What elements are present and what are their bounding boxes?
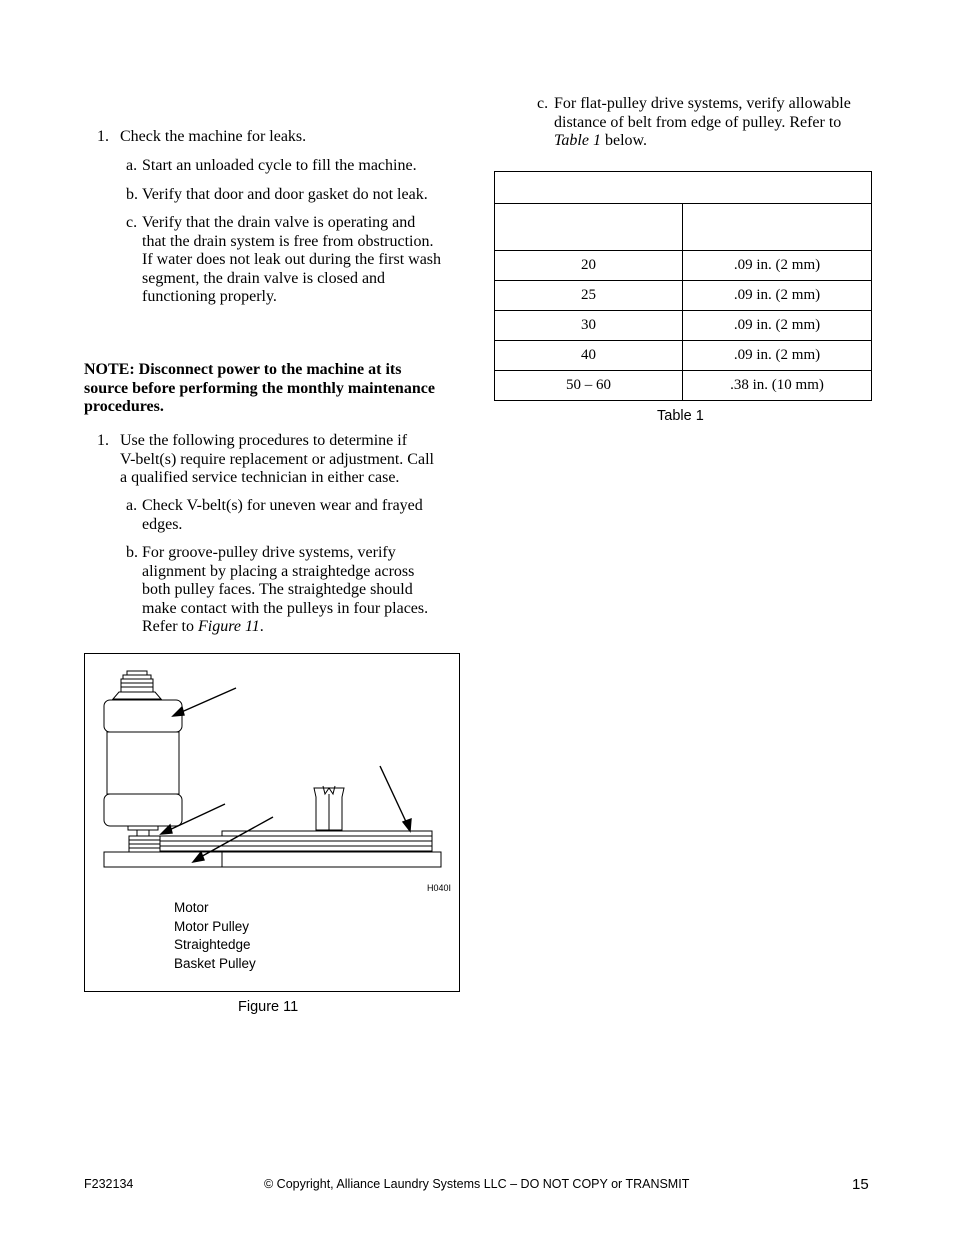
step-check-leaks: [97, 128, 467, 148]
step-number: 1.: [97, 432, 109, 449]
substep-text-line: both pulley faces. The straightedge should: [142, 581, 413, 598]
substep-text-line: Check V-belt(s) for uneven wear and frayed: [142, 497, 423, 514]
basket-shaft-icon: [314, 786, 344, 830]
motor-pulley-icon: [129, 836, 160, 852]
substep-text-line: that the drain system is free from obstruction.: [142, 232, 434, 250]
substep-b-groove: [126, 544, 466, 639]
substep-text-line: If water does not leak out during the first wash: [142, 251, 442, 268]
table-cell: 40: [495, 341, 683, 371]
table-cell: 20: [495, 251, 683, 281]
table-cell: .38 in. (10 mm): [683, 371, 872, 401]
figure-11-frame: [84, 653, 460, 992]
substep-text-line: For flat-pulley drive systems, verify allowable: [554, 95, 851, 112]
legend-motor-pulley: Motor Pulley: [174, 919, 250, 934]
straightedge-icon: [160, 831, 432, 851]
motor-icon: [104, 700, 182, 838]
substep-label: b.: [126, 544, 138, 561]
legend-straightedge: Straightedge: [174, 937, 251, 952]
table-header-cell: [683, 204, 872, 251]
table-cell: 30: [495, 311, 683, 341]
substep-label: a.: [126, 157, 138, 174]
substep-text: Start an unloaded cycle to fill the machine.: [142, 157, 417, 174]
substep-label: c.: [126, 214, 138, 231]
motor-arrow: [177, 688, 236, 714]
step-text-line: a qualified service technician in either case.: [120, 469, 400, 486]
substep-text-line: functioning properly.: [142, 288, 277, 305]
substep-text-line: edges.: [142, 515, 183, 533]
table-row: [495, 341, 872, 371]
motor-top-pulley-icon: [113, 671, 161, 699]
table-row: [495, 371, 872, 401]
substep-text: Verify that door and door gasket do not leak.: [142, 186, 428, 203]
table-row: [495, 281, 872, 311]
table-cell: 25: [495, 281, 683, 311]
table-caption: Table 1: [657, 408, 704, 424]
substep-text-line: distance of belt from edge of pulley. Refer to: [554, 113, 842, 131]
page-number: 15: [852, 1176, 869, 1193]
step-number: 1.: [97, 128, 109, 145]
substep-label: b.: [126, 186, 138, 203]
table-reference-link[interactable]: Table 1: [554, 132, 601, 149]
substep-refer-line: [554, 132, 851, 151]
refer-suffix: .: [259, 618, 264, 635]
pulley-alignment-illustration: [85, 654, 459, 894]
table-cell: .09 in. (2 mm): [683, 251, 872, 281]
substep-b-door: [126, 186, 466, 206]
table-header-cell: [495, 204, 683, 251]
belt-distance-table: [494, 171, 872, 401]
substep-a-wear: [126, 497, 466, 537]
substep-text-line: make contact with the pulleys in four places.: [142, 599, 429, 617]
table-row: [495, 311, 872, 341]
figure-reference-link[interactable]: Figure 11: [197, 618, 260, 635]
copyright-notice: © Copyright, Alliance Laundry Systems LLC – DO NOT COPY or TRANSMIT: [264, 1177, 690, 1191]
substep-text-line: Verify that the drain valve is operating and: [142, 214, 416, 231]
step-text-line: Use the following procedures to determine if: [120, 432, 408, 449]
refer-suffix: below.: [600, 132, 648, 149]
step-text: Check the machine for leaks.: [120, 128, 307, 145]
substep-text-line: For groove-pulley drive systems, verify: [142, 544, 396, 561]
table-cell: .09 in. (2 mm): [683, 281, 872, 311]
figure-code: H040I: [427, 883, 452, 893]
substep-text-line: alignment by placing a straightedge across: [142, 562, 415, 580]
substep-label: c.: [537, 95, 549, 112]
note-disconnect-power: [84, 361, 464, 417]
table-cell: 50 – 60: [495, 371, 683, 401]
substep-c-drain: [126, 214, 466, 309]
doc-number: F232134: [84, 1177, 134, 1191]
substep-refer-line: [142, 618, 428, 637]
table-cell: .09 in. (2 mm): [683, 341, 872, 371]
note-line: NOTE: Disconnect power to the machine at its: [84, 361, 402, 378]
step-vbelt: [97, 432, 467, 490]
substep-c-flat-pulley: [537, 95, 877, 153]
basket-pulley-arrow: [380, 766, 408, 826]
note-line: source before performing the monthly maintenance: [84, 379, 435, 397]
refer-prefix: Refer to: [142, 618, 198, 635]
table-cell: .09 in. (2 mm): [683, 311, 872, 341]
legend-basket-pulley: Basket Pulley: [174, 956, 256, 971]
substep-a-fill: [126, 157, 466, 177]
table-row: [495, 251, 872, 281]
legend-motor: Motor: [174, 900, 209, 915]
substep-text-line: segment, the drain valve is closed and: [142, 269, 386, 287]
figure-caption: Figure 11: [238, 999, 299, 1015]
table-title: [495, 172, 872, 204]
note-line: procedures.: [84, 398, 164, 415]
substep-label: a.: [126, 497, 138, 514]
step-text-line: V-belt(s) require replacement or adjustment. Call: [120, 450, 434, 468]
